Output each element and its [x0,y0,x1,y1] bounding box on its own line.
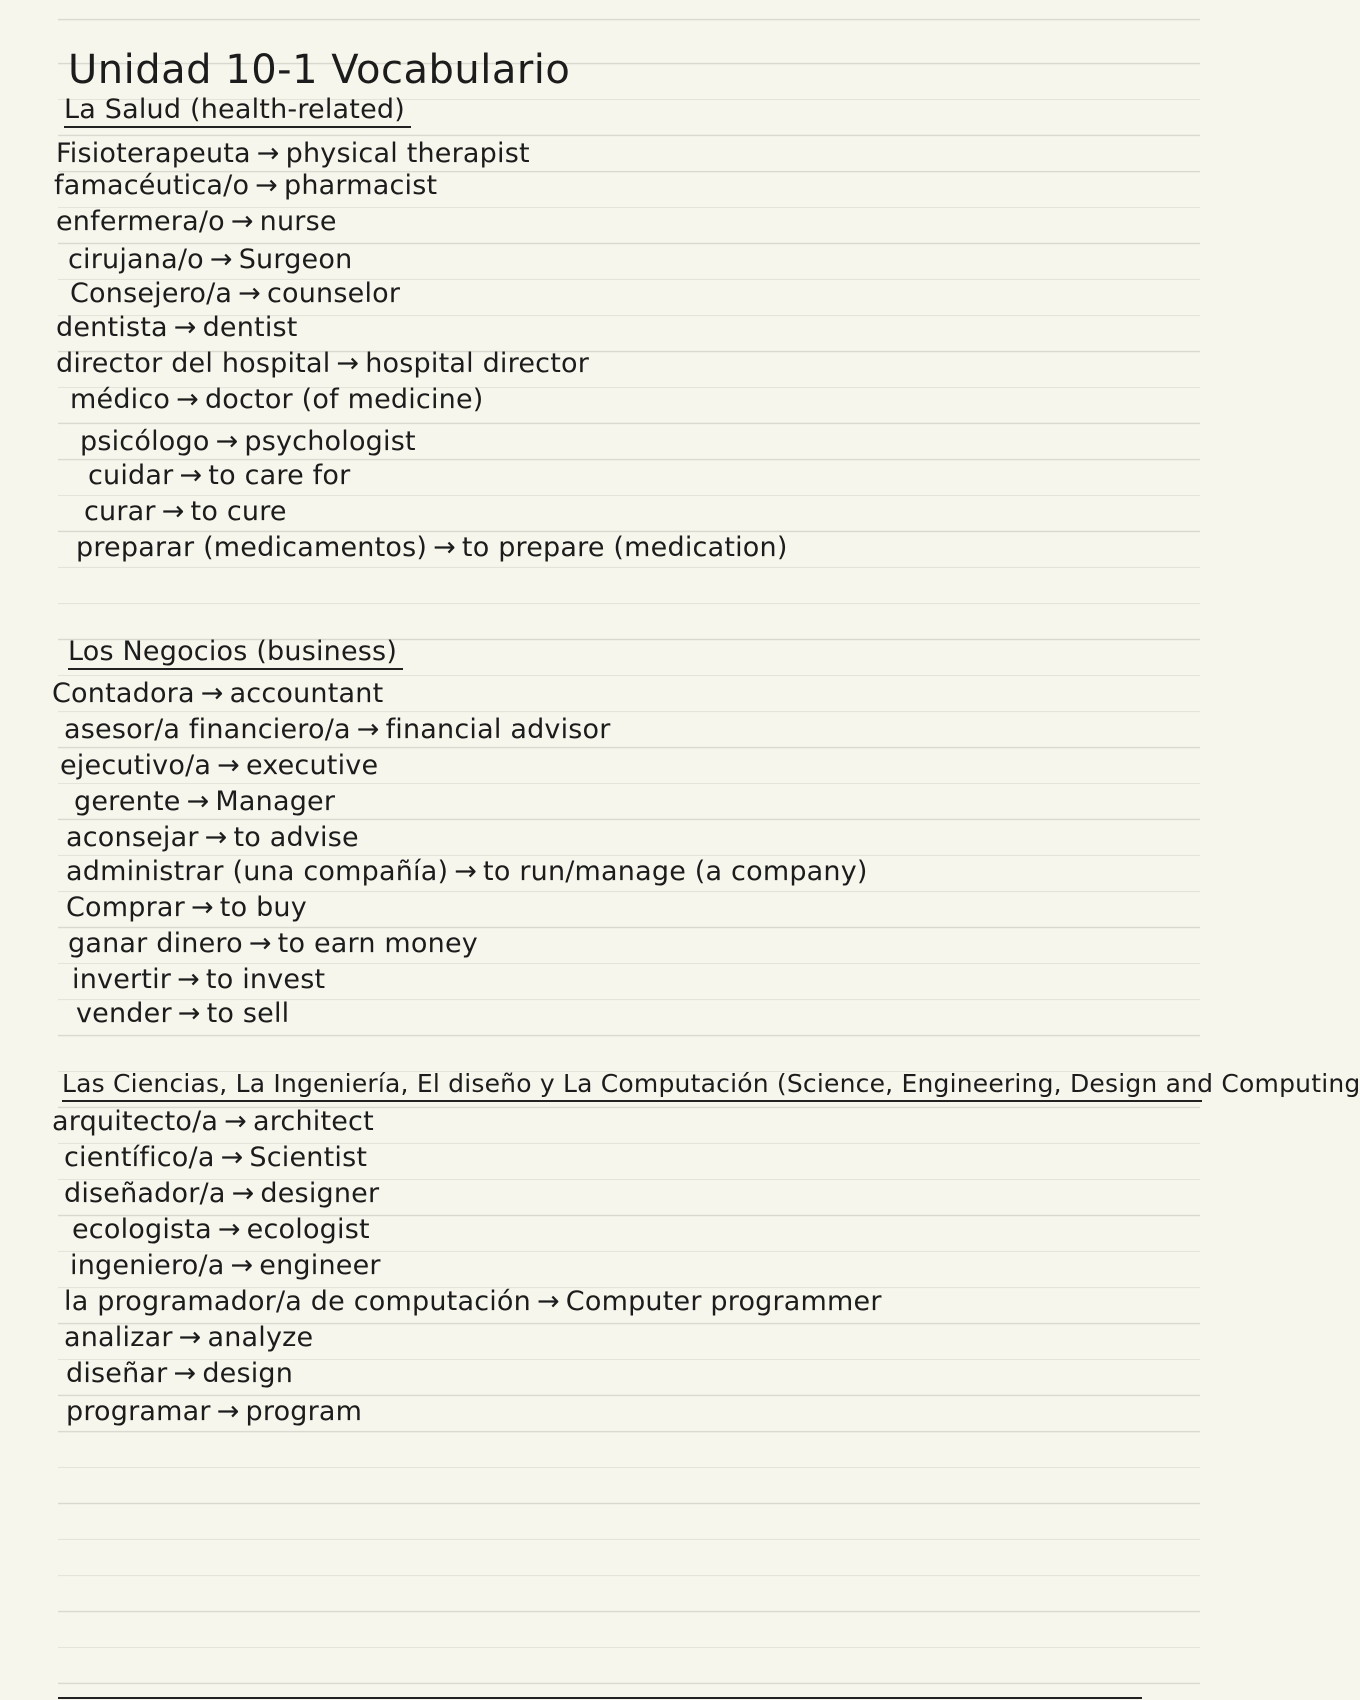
page-title: Unidad 10-1 Vocabulario [68,47,571,93]
term-es: enfermera/o [56,206,225,237]
term-es: científico/a [64,1142,215,1173]
arrow-icon: → [220,1142,244,1173]
vocab-item [64,1320,313,1356]
vocab-item [80,424,416,460]
vocab-item [72,962,325,998]
vocab-item [54,168,437,204]
vocab-item [52,1104,374,1140]
term-es: Comprar [66,892,185,923]
term-es: psicólogo [80,426,210,457]
term-en: analyze [207,1322,314,1353]
vocab-item [70,382,484,418]
vocab-item [56,346,589,382]
arrow-icon: → [161,496,185,527]
term-en: nurse [259,206,337,237]
term-en: program [245,1396,363,1427]
section-heading-salud: La Salud (health-related) [64,94,411,128]
arrow-icon: → [256,138,280,169]
term-es: asesor/a financiero/a [64,714,351,745]
arrow-icon: → [248,928,272,959]
term-es: Contadora [52,678,195,709]
section-heading-negocios: Los Negocios (business) [68,636,403,670]
term-en: ecologist [246,1214,370,1245]
arrow-icon: → [176,384,199,415]
vocab-item [52,676,383,712]
term-en: counselor [266,278,401,309]
vocab-item [70,1248,381,1284]
term-en: doctor (of medicine) [204,384,484,415]
arrow-icon: → [179,460,203,491]
term-es: director del hospital [56,348,331,379]
term-en: to care for [208,460,351,491]
vocab-item [68,926,478,962]
arrow-icon: → [255,170,278,201]
term-en: psychologist [244,426,416,457]
arrow-icon: → [216,1396,240,1427]
arrow-icon: → [454,856,478,887]
page-bottom-rule [58,1697,1142,1699]
term-en: Scientist [249,1142,368,1173]
vocab-item [84,494,287,530]
term-es: la programador/a de computación [64,1286,531,1317]
term-en: financial advisor [385,714,611,745]
vocab-item [56,136,530,172]
arrow-icon: → [178,1322,202,1353]
arrow-icon: → [230,1250,254,1281]
arrow-icon: → [173,312,197,343]
term-en: executive [245,750,379,781]
vocab-item [76,530,788,566]
vocab-item [66,890,307,926]
arrow-icon: → [186,786,210,817]
arrow-icon: → [204,822,228,853]
term-es: diseñar [66,1358,168,1389]
term-en: architect [252,1106,374,1137]
term-es: administrar (una compañía) [66,856,449,887]
term-en: to cure [190,496,287,527]
term-es: aconsejar [66,822,199,853]
vocab-item [64,1284,882,1320]
arrow-icon: → [336,348,360,379]
term-es: vender [76,998,172,1029]
term-en: to buy [219,892,307,923]
vocab-item [64,1176,379,1212]
vocab-item [72,1212,370,1248]
term-es: ejecutivo/a [60,750,212,781]
arrow-icon: → [238,278,261,309]
vocab-item [66,854,868,890]
vocab-item [66,820,359,856]
section-heading-ciencias: Las Ciencias, La Ingeniería, El diseño y La Computación (Science, Engineering, Design and Computing [62,1068,1202,1102]
arrow-icon: → [215,426,239,457]
vocab-item [64,1140,367,1176]
term-es: analizar [64,1322,173,1353]
arrow-icon: → [209,244,233,275]
term-es: arquitecto/a [52,1106,219,1137]
vocab-item [66,1356,293,1392]
vocab-item [68,242,352,278]
term-es: preparar (medicamentos) [76,532,428,563]
term-es: cirujana/o [68,244,204,275]
term-en: pharmacist [284,170,438,201]
term-en: design [202,1358,294,1389]
page-margin [0,0,58,1700]
arrow-icon: → [231,1178,255,1209]
term-en: to earn money [277,928,478,959]
arrow-icon: → [433,532,456,563]
term-en: Computer programmer [565,1286,882,1317]
arrow-icon: → [217,1214,241,1245]
term-en: to prepare (medication) [461,532,788,563]
term-es: invertir [72,964,172,995]
vocab-item [60,748,378,784]
term-es: programar [66,1396,211,1427]
term-en: to invest [205,964,326,995]
term-en: accountant [229,678,384,709]
term-es: diseñador/a [64,1178,226,1209]
term-es: cuidar [88,460,174,491]
vocab-item [74,784,335,820]
term-en: to sell [206,998,290,1029]
term-es: Fisioterapeuta [56,138,251,169]
vocab-item [66,1394,362,1430]
term-en: physical therapist [285,138,530,169]
term-en: to advise [233,822,359,853]
arrow-icon: → [230,206,254,237]
term-es: ganar dinero [68,928,243,959]
vocab-item [70,276,400,312]
vocab-item [64,712,611,748]
vocab-item [76,996,289,1032]
term-es: gerente [74,786,181,817]
arrow-icon: → [217,750,240,781]
arrow-icon: → [224,1106,247,1137]
term-es: ecologista [72,1214,212,1245]
term-en: designer [260,1178,380,1209]
term-es: médico [70,384,171,415]
arrow-icon: → [356,714,380,745]
term-es: curar [84,496,156,527]
vocab-item [88,458,350,494]
arrow-icon: → [200,678,224,709]
term-en: Manager [215,786,336,817]
term-en: engineer [259,1250,381,1281]
term-en: Surgeon [238,244,353,275]
term-en: to run/manage (a company) [483,856,868,887]
term-en: hospital director [365,348,589,379]
arrow-icon: → [177,998,201,1029]
arrow-icon: → [177,964,200,995]
term-es: famacéutica/o [54,170,250,201]
term-en: dentist [202,312,298,343]
arrow-icon: → [190,892,214,923]
arrow-icon: → [173,1358,197,1389]
term-es: Consejero/a [70,278,233,309]
term-es: dentista [56,312,168,343]
vocab-item [56,310,298,346]
vocab-item [56,204,337,240]
arrow-icon: → [536,1286,560,1317]
term-es: ingeniero/a [70,1250,225,1281]
